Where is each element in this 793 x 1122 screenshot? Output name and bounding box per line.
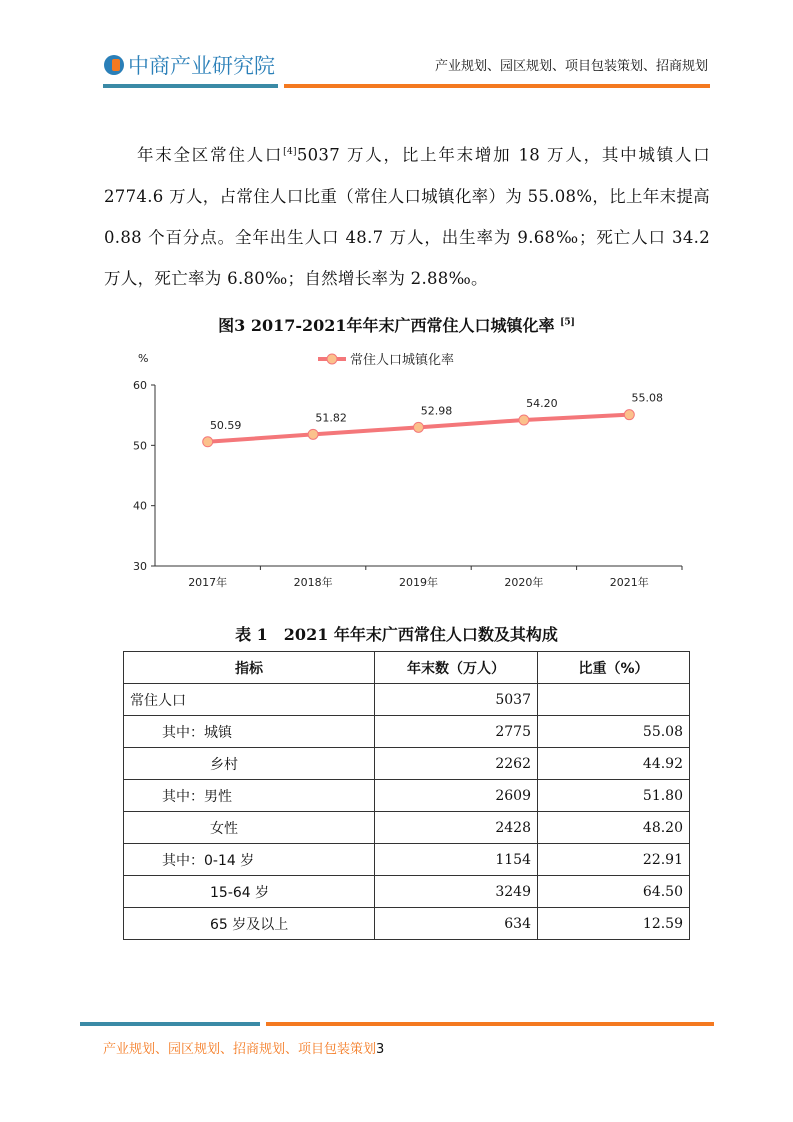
row-share: 22.91 <box>538 844 690 876</box>
y-axis-label: % <box>138 352 149 365</box>
col-header-count: 年末数（万人） <box>375 652 538 684</box>
x-tick-label: 2018年 <box>293 576 333 589</box>
row-count: 2609 <box>375 780 538 812</box>
row-share: 48.20 <box>538 812 690 844</box>
row-share: 51.80 <box>538 780 690 812</box>
legend-label: 常住人口城镇化率 <box>350 353 455 368</box>
row-count: 1154 <box>375 844 538 876</box>
row-count: 2775 <box>375 716 538 748</box>
body-paragraph <box>104 132 710 299</box>
para-text-2: 5037 万人，比上年末增加 18 万人，其中城镇人口 2774.6 万人，占常住人口比重（常住人口城镇化率）为 55.08%，比上年末提高 0.88 个百分点。全年出生人口 48.7 万人，出生率为 9.68‰；死亡人口 34.2 万人，死亡率为 6.80‰；自然增长率为 2.88‰。 <box>104 145 710 288</box>
col-header-share: 比重（%） <box>538 652 690 684</box>
page-number: 3 <box>376 1042 385 1057</box>
chart-footnote-ref[interactable]: [5] <box>560 317 575 328</box>
row-label: 常住人口 <box>124 684 375 716</box>
logo-text: 中商产业研究院 <box>128 54 275 78</box>
row-count: 2262 <box>375 748 538 780</box>
para-text-1: 年末全区常住人口 <box>137 145 284 165</box>
x-tick-label: 2021年 <box>609 576 649 589</box>
table-row <box>124 780 690 812</box>
data-label: 52.98 <box>420 404 453 418</box>
x-tick-label: 2019年 <box>399 576 438 589</box>
logo-icon <box>104 55 124 75</box>
header-tagline: 产业规划、园区规划、项目包装策划、招商规划 <box>434 59 708 74</box>
data-label: 55.08 <box>631 391 664 405</box>
y-tick-label: 60 <box>133 379 147 392</box>
footer-text: 产业规划、园区规划、招商规划、项目包装策划 <box>103 1042 377 1057</box>
row-label: 其中：0-14 岁 <box>124 844 375 876</box>
table-row <box>124 812 690 844</box>
table-title: 表 1 2021 年年末广西常住人口数及其构成 <box>235 625 558 644</box>
line-chart <box>0 340 793 600</box>
row-label: 乡村 <box>124 748 375 780</box>
x-tick-label: 2020年 <box>504 576 544 589</box>
table-header-row <box>124 652 690 684</box>
data-label: 54.20 <box>526 396 558 410</box>
table-row <box>124 844 690 876</box>
data-point <box>519 415 529 425</box>
row-label: 15-64 岁 <box>124 876 375 908</box>
table-row <box>124 748 690 780</box>
y-tick-label: 40 <box>133 499 147 513</box>
footnote-ref[interactable]: [4] <box>283 147 297 157</box>
row-share: 12.59 <box>538 908 690 940</box>
x-tick-label: 2017年 <box>188 576 228 589</box>
col-header-indicator: 指标 <box>124 652 375 684</box>
row-count: 5037 <box>375 684 538 716</box>
y-tick-label: 50 <box>133 439 147 453</box>
data-point <box>308 429 318 439</box>
row-count: 2428 <box>375 812 538 844</box>
row-count: 3249 <box>375 876 538 908</box>
footer <box>103 1038 384 1057</box>
chart-title-text: 图3 2017-2021年年末广西常住人口城镇化率 <box>218 316 555 335</box>
row-label: 其中：男性 <box>124 780 375 812</box>
table-row <box>124 908 690 940</box>
footer-divider-blue <box>80 1022 260 1026</box>
header-divider-orange <box>284 84 710 88</box>
row-label: 女性 <box>124 812 375 844</box>
row-label: 其中：城镇 <box>124 716 375 748</box>
footer-divider-orange <box>266 1022 714 1026</box>
chart-title <box>0 313 793 336</box>
data-point <box>203 437 213 447</box>
row-share: 44.92 <box>538 748 690 780</box>
table-row <box>124 716 690 748</box>
legend-marker <box>327 354 337 364</box>
y-tick-label: 30 <box>133 560 147 573</box>
row-share: 55.08 <box>538 716 690 748</box>
header-divider-blue <box>103 84 278 88</box>
data-label: 51.82 <box>315 411 347 425</box>
row-label: 65 岁及以上 <box>124 908 375 940</box>
data-point <box>414 422 424 432</box>
data-label: 50.59 <box>209 418 242 432</box>
row-count: 634 <box>375 908 538 940</box>
table-row <box>124 684 690 716</box>
logo <box>104 50 275 80</box>
table-row <box>124 876 690 908</box>
population-table <box>123 651 690 940</box>
row-share <box>538 684 690 716</box>
data-point <box>624 410 634 420</box>
row-share: 64.50 <box>538 876 690 908</box>
